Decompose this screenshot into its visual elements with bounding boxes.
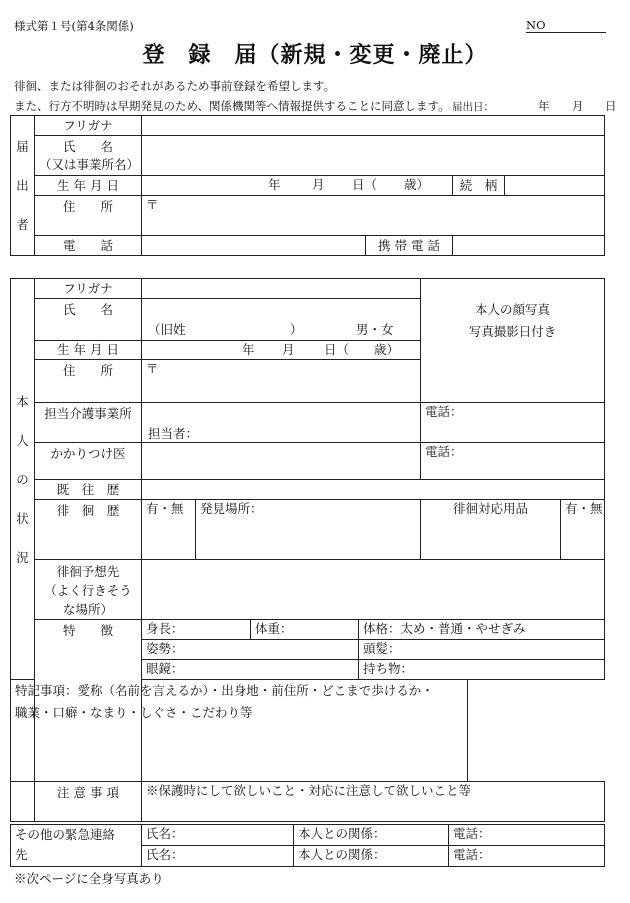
date-month: 月	[572, 99, 584, 113]
applicant-address-label: 住 所	[35, 196, 142, 236]
items-yesno[interactable]: 有・無	[561, 500, 605, 560]
applicant-relation-field[interactable]	[505, 176, 605, 196]
no-label: NO	[526, 18, 606, 33]
applicant-section-label: 届 出 者	[11, 116, 35, 256]
intro-line1: 徘徊、または徘徊のおそれがあるため事前登録を希望します。	[14, 79, 336, 93]
applicant-mobile-label: 携 帯 電 話	[366, 236, 453, 256]
wander-yesno[interactable]: 有・無	[142, 500, 196, 560]
history-label: 既 往 歴	[35, 480, 142, 500]
form-number: 様式第１号(第4条関係)	[14, 19, 134, 33]
footer-note: ※次ページに全身写真あり	[14, 871, 164, 886]
applicant-mobile-field[interactable]	[453, 236, 605, 256]
applicant-birthdate-field[interactable]: 年 月 日（ 歳）	[142, 176, 453, 196]
notes-field[interactable]: 特記事項：愛称（名前を言えるか）・出身地・前住所・どこまで歩けるか・ 職業・口癖・なまり・しぐさ・こだわり等	[11, 680, 468, 782]
subject-table	[10, 278, 605, 822]
caution-label: 注 意 事 項	[35, 782, 142, 822]
applicant-address-field[interactable]	[142, 196, 605, 236]
applicant-furigana-field[interactable]	[142, 116, 605, 136]
caution-field[interactable]: ※保護時にして欲しいこと・対応に注意して欲しいこと等	[142, 782, 605, 822]
applicant-phone-field[interactable]	[142, 236, 366, 256]
applicant-phone-label: 電 話	[35, 236, 142, 256]
doctor-field[interactable]	[142, 443, 421, 480]
emergency-table	[10, 824, 605, 867]
glasses-field[interactable]: 眼鏡：	[142, 660, 359, 680]
subject-section-label: 本 人 の 状 況	[11, 279, 35, 680]
postal-mark: 〒	[146, 361, 159, 376]
features-label: 特 徴	[35, 620, 142, 782]
page-title: 登 録 届（新規・変更・廃止）	[142, 42, 488, 68]
hair-field[interactable]: 頭髪：	[359, 640, 605, 660]
subject-address-label: 住 所	[35, 360, 142, 403]
care-office-field[interactable]: 担当者：	[142, 403, 421, 443]
subject-name-field[interactable]: （旧姓 ） 男・女	[142, 299, 421, 341]
belongings-field[interactable]: 持ち物：	[359, 660, 605, 680]
build-field[interactable]: 体格：太め・普通・やせぎみ	[359, 620, 605, 640]
emergency-name-field[interactable]: 氏名：	[142, 825, 294, 846]
posture-field[interactable]: 姿勢：	[142, 640, 359, 660]
wander-items-label: 徘徊対応用品	[421, 500, 561, 560]
subject-name-label: 氏 名	[35, 299, 142, 341]
emergency-relation-field[interactable]: 本人との関係：	[294, 846, 449, 867]
doctor-label: かかりつけ医	[35, 443, 142, 480]
subject-section-spacer	[11, 782, 35, 822]
applicant-birthdate-label: 生 年 月 日	[35, 176, 142, 196]
applicant-furigana-label: フリガナ	[35, 116, 142, 136]
expected-places-label: 徘徊予想先 （よく行きそう な場所）	[35, 560, 142, 620]
care-office-label: 担当介護事業所	[35, 403, 142, 443]
expected-places-field[interactable]	[142, 560, 605, 620]
wander-history-label: 徘 徊 歴	[35, 500, 142, 560]
weight-field[interactable]: 体重：	[251, 620, 359, 640]
date-day: 日	[605, 99, 617, 113]
subject-furigana-label: フリガナ	[35, 279, 142, 299]
subject-birthdate-field[interactable]: 年 月 日（ 歳）	[142, 341, 421, 360]
subject-birthdate-label: 生 年 月 日	[35, 341, 142, 360]
emergency-relation-field[interactable]: 本人との関係：	[294, 825, 449, 846]
emergency-phone-field[interactable]: 電話：	[449, 825, 605, 846]
photo-box[interactable]: 本人の顔写真 写真撮影日付き	[421, 279, 605, 403]
emergency-name-field[interactable]: 氏名：	[142, 846, 294, 867]
found-place-field[interactable]: 発見場所：	[196, 500, 421, 560]
date-year: 年	[538, 99, 550, 113]
care-phone-field[interactable]: 電話：	[421, 403, 605, 443]
applicant-name-label: 氏 名 （又は事業所名）	[35, 136, 142, 176]
history-field[interactable]	[142, 480, 605, 500]
date-label: 届出日：	[452, 101, 494, 113]
postal-mark: 〒	[146, 197, 159, 212]
applicant-relation-label: 続 柄	[453, 176, 505, 196]
emergency-phone-field[interactable]: 電話：	[449, 846, 605, 867]
height-field[interactable]: 身長：	[142, 620, 251, 640]
applicant-name-field[interactable]	[142, 136, 605, 176]
subject-furigana-field[interactable]	[142, 279, 421, 299]
doctor-phone-field[interactable]: 電話：	[421, 443, 605, 480]
emergency-label: その他の緊急連絡 先	[11, 825, 142, 867]
subject-address-field[interactable]	[142, 360, 421, 403]
intro-line2: また、行方不明時は早期発見のため、関係機関等へ情報提供することに同意します。	[14, 99, 450, 113]
applicant-table	[10, 115, 605, 256]
